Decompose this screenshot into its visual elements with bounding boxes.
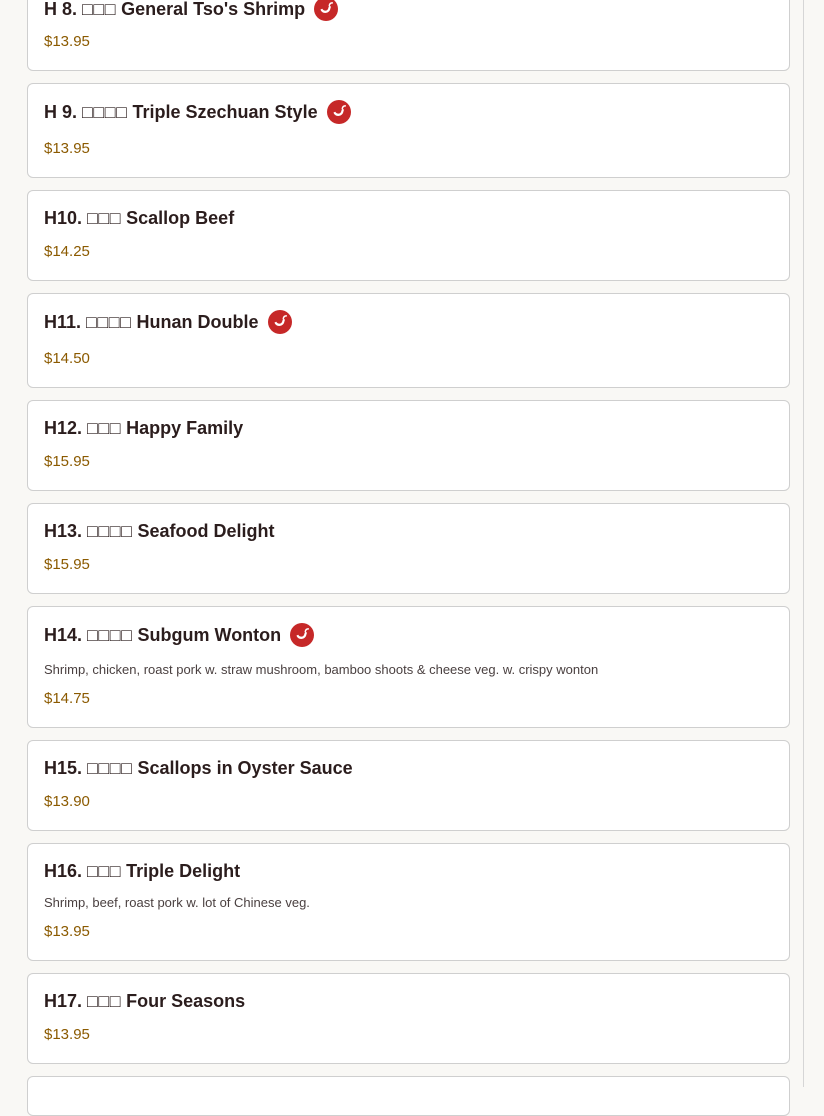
item-chinese-name: □□□ (87, 861, 122, 881)
item-name: Four Seasons (126, 991, 246, 1011)
item-code: H10. (44, 208, 83, 228)
menu-item-title (44, 860, 240, 882)
item-code: H15. (44, 758, 83, 778)
item-price: $15.95 (44, 556, 90, 573)
item-name: Scallops in Oyster Sauce (137, 758, 353, 778)
menu-item-title (44, 310, 292, 334)
menu-item-card[interactable] (27, 1076, 790, 1116)
menu-item-card[interactable] (27, 843, 790, 961)
menu-item-title (44, 757, 353, 779)
item-code: H 8. (44, 0, 78, 19)
item-chinese-name: □□□□ (87, 758, 133, 778)
item-code: H12. (44, 418, 83, 438)
menu-item-card[interactable] (27, 400, 790, 491)
item-price: $14.75 (44, 690, 90, 707)
menu-item-card[interactable] (27, 606, 790, 728)
item-price: $13.90 (44, 793, 90, 810)
item-price: $13.95 (44, 923, 90, 940)
scroll-divider (803, 0, 804, 1087)
item-code: H17. (44, 991, 83, 1011)
menu-item-card[interactable] (27, 293, 790, 388)
item-name: Subgum Wonton (137, 625, 282, 645)
item-name: Scallop Beef (126, 208, 235, 228)
item-price: $13.95 (44, 140, 90, 157)
menu-item-card[interactable] (27, 83, 790, 178)
menu-item-card[interactable] (27, 0, 790, 71)
spicy-chili-icon (290, 623, 314, 647)
item-name: Triple Szechuan Style (132, 102, 318, 122)
item-name: General Tso's Shrimp (121, 0, 306, 19)
menu-item-title (44, 990, 245, 1012)
menu-item-card[interactable] (27, 740, 790, 831)
item-name: Seafood Delight (137, 521, 275, 541)
item-chinese-name: □□□ (87, 418, 122, 438)
item-code: H14. (44, 625, 83, 645)
item-code: H16. (44, 861, 83, 881)
item-price: $13.95 (44, 1026, 90, 1043)
item-chinese-name: □□□ (87, 208, 122, 228)
item-chinese-name: □□□□ (87, 625, 133, 645)
item-price: $14.50 (44, 350, 90, 367)
item-code: H13. (44, 521, 83, 541)
item-price: $13.95 (44, 33, 90, 50)
menu-item-title (44, 417, 243, 439)
spicy-chili-icon (314, 0, 338, 21)
item-name: Hunan Double (136, 312, 259, 332)
item-chinese-name: □□□ (82, 0, 117, 19)
spicy-chili-icon (327, 100, 351, 124)
menu-item-card[interactable] (27, 503, 790, 594)
item-chinese-name: □□□□ (82, 102, 128, 122)
item-code: H 9. (44, 102, 78, 122)
menu-item-title (44, 0, 338, 21)
spicy-chili-icon (268, 310, 292, 334)
item-chinese-name: □□□□ (87, 521, 133, 541)
item-code: H11. (44, 312, 82, 332)
item-name: Happy Family (126, 418, 244, 438)
item-price: $15.95 (44, 453, 90, 470)
item-price: $14.25 (44, 243, 90, 260)
menu-item-card[interactable] (27, 190, 790, 281)
menu-item-card[interactable] (27, 973, 790, 1064)
menu-item-title (44, 100, 351, 124)
menu-item-title (44, 623, 314, 647)
item-name: Triple Delight (126, 861, 241, 881)
menu-item-title (44, 207, 234, 229)
menu-item-title (44, 520, 275, 542)
item-description: Shrimp, chicken, roast pork w. straw mushroom, bamboo shoots & cheese veg. w. crispy wonton (44, 662, 599, 677)
item-description: Shrimp, beef, roast pork w. lot of Chinese veg. (44, 895, 310, 910)
item-chinese-name: □□□ (87, 991, 122, 1011)
item-chinese-name: □□□□ (86, 312, 132, 332)
